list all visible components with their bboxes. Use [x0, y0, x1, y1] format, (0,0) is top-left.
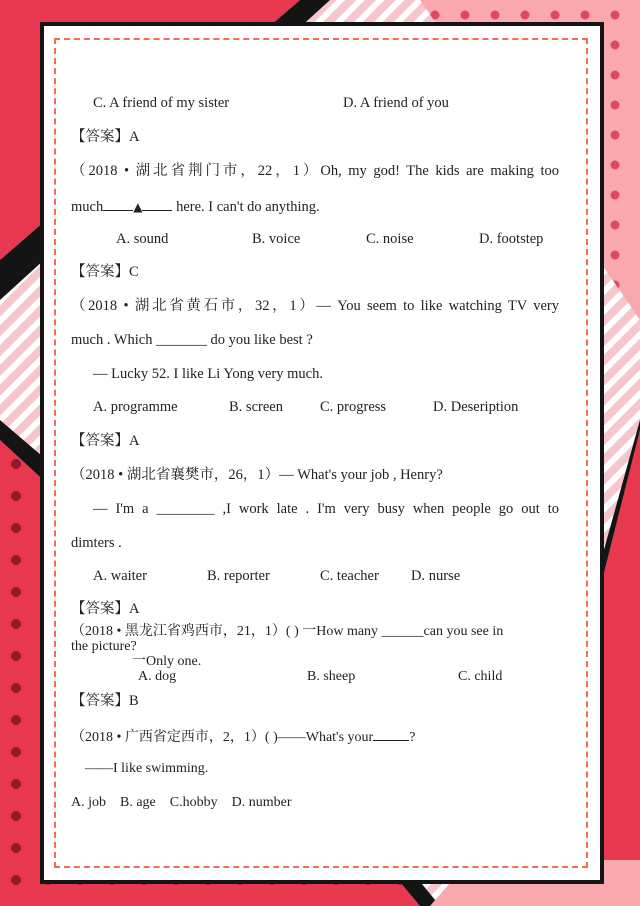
triangle-marker-icon: ▲ [133, 200, 143, 214]
question-text: （2018 • 湖北省襄樊市，26，1）— What's your job , Henry? [71, 467, 443, 483]
question-text-line3: — Lucky 52. I like Li Yong very much. [93, 366, 323, 382]
option-c: C. teacher [320, 568, 379, 584]
option-a: A. sound [116, 231, 169, 247]
worksheet-card [40, 22, 604, 884]
option-a: A. dog [138, 669, 177, 684]
option-d: D. footstep [479, 231, 544, 247]
option-c: C. progress [320, 399, 387, 415]
option-b: B. reporter [207, 568, 270, 584]
question-text: （2018 • 黑龙江省鸡西市，21，1）( ) 一How many ______can you see in [71, 624, 504, 639]
question-text: （2018 • 湖北省黄石市，32，1）— You seem to like watching TV very [71, 298, 559, 314]
question-text-pre: （2018 • 广西省定西市，2，1）( )——What's your [71, 730, 374, 745]
option-d: D. Deseription [433, 399, 519, 415]
question-text-line3: dimters . [71, 535, 122, 551]
question-text: （2018 • 湖北省荆门市，22，1）Oh, my god! The kids are making too [71, 163, 559, 179]
question-text [71, 726, 415, 747]
option-b: B. sheep [307, 669, 356, 684]
option-c: C. noise [366, 231, 414, 247]
answer-blank [373, 726, 409, 741]
question-text-line2 [71, 196, 320, 216]
question-text-post: here. I can't do anything. [176, 199, 320, 215]
answer-blank [103, 196, 133, 211]
question-text-line3: 一Only one. [132, 654, 202, 669]
question-text-pre: much [71, 199, 104, 215]
answer-label: 【答案】C [71, 264, 139, 280]
option-a: A. waiter [93, 568, 147, 584]
option-c: C. A friend of my sister [93, 95, 230, 111]
question-text-post: ? [409, 730, 416, 745]
answer-label: 【答案】B [71, 693, 139, 709]
question-text-line2: much . Which _______ do you like best ? [71, 332, 313, 348]
question-text-line2: ——I like swimming. [85, 761, 209, 776]
answer-label: 【答案】A [71, 433, 140, 449]
option-d: D. nurse [411, 568, 461, 584]
answer-blank [142, 196, 172, 211]
question-text-line2: — I'm a ________ ,I work late . I'm very busy when people go out to [93, 501, 559, 517]
option-d: D. A friend of you [343, 95, 449, 111]
option-c: C. child [458, 669, 503, 684]
option-b: B. voice [252, 231, 301, 247]
question-text-line2: the picture? [71, 639, 137, 654]
answer-label: 【答案】A [71, 601, 140, 617]
option-b: B. screen [229, 399, 283, 415]
answer-label: 【答案】A [71, 129, 140, 145]
option-a: A. programme [93, 399, 178, 415]
options-line: A. job B. age C.hobby D. number [71, 795, 292, 810]
